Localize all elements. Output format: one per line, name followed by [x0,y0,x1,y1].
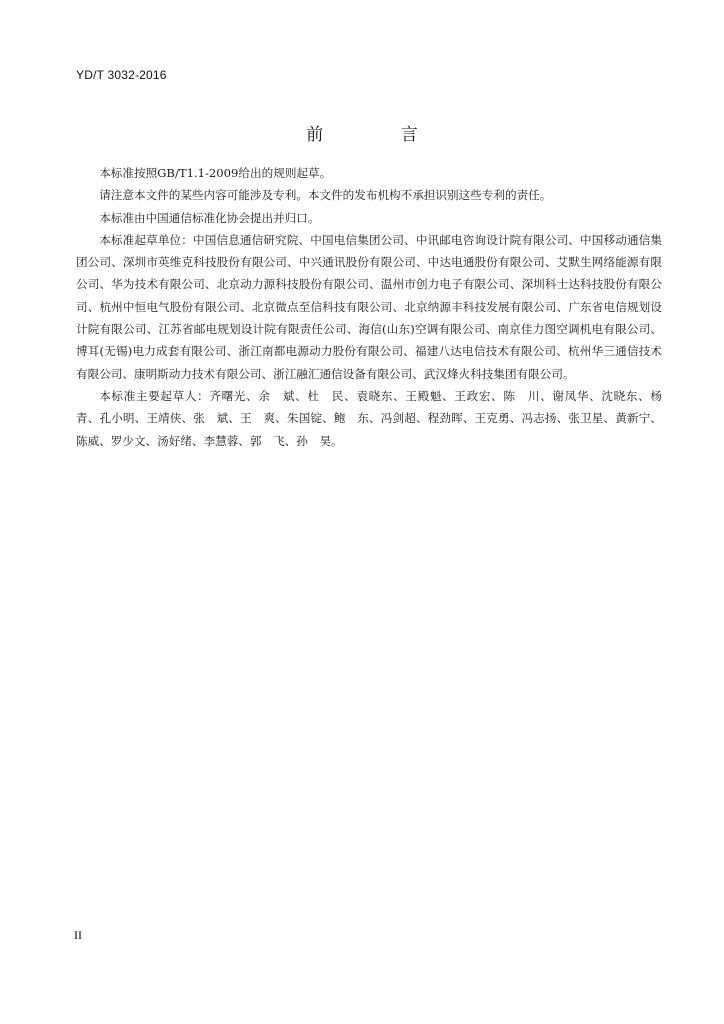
standard-code-header: YD/T 3032-2016 [76,68,167,82]
page-title: 前 言 [306,125,454,145]
paragraph-drafting-organizations: 本标准起草单位：中国信息通信研究院、中国电信集团公司、中讯邮电咨询设计院有限公司、中国移动通信集团公司、深圳市英维克科技股份有限公司、中兴通讯股份有限公司、中达电通股份有限公司、艾默生网络能源有限公司、华为技术有限公司、北京动力源科技股份有限公司、温州市创力电子有限公司、深圳科士达科技股份有限公司、杭州中恒电气股份有限公司、北京微点至信科技有限公司、北京纳源丰科技发展有限公司、广东省电信规划设计院有限公司、江苏省邮电规划设计院有限责任公司、海信(山东)空调有限公司、南京佳力图空调机电有限公司、博耳(无锡)电力成套有限公司、浙江南都电源动力股份有限公司、福建八达电信技术有限公司、杭州华三通信技术有限公司、康明斯动力技术有限公司、浙江融汇通信设备有限公司、武汉烽火科技集团有限公司。 [76,232,662,381]
paragraph-proposer: 本标准由中国通信标准化协会提出并归口。 [99,210,320,225]
document-body [76,162,674,452]
paragraph-drafting-rules: 本标准按照GB/T1.1-2009给出的规则起草。 [99,166,332,180]
page-number: II [74,928,82,942]
paragraph-patent-notice: 请注意本文件的某些内容可能涉及专利。本文件的发布机构不承担识别这些专利的责任。 [99,188,552,203]
paragraph-main-drafters: 本标准主要起草人：齐曙光、余 斌、杜 民、袁晓东、王殿魁、王政宏、陈 川、谢凤华、沈晓东、杨 青、孔小明、王靖侠、张 斌、王 爽、朱国锭、鲍 东、冯剑超、程劲晖、王克勇、冯志扬、张卫星、黄新宁、陈威、罗少文、汤好绪、李慧蓉、郭 飞、孙 昊。 [76,388,674,448]
